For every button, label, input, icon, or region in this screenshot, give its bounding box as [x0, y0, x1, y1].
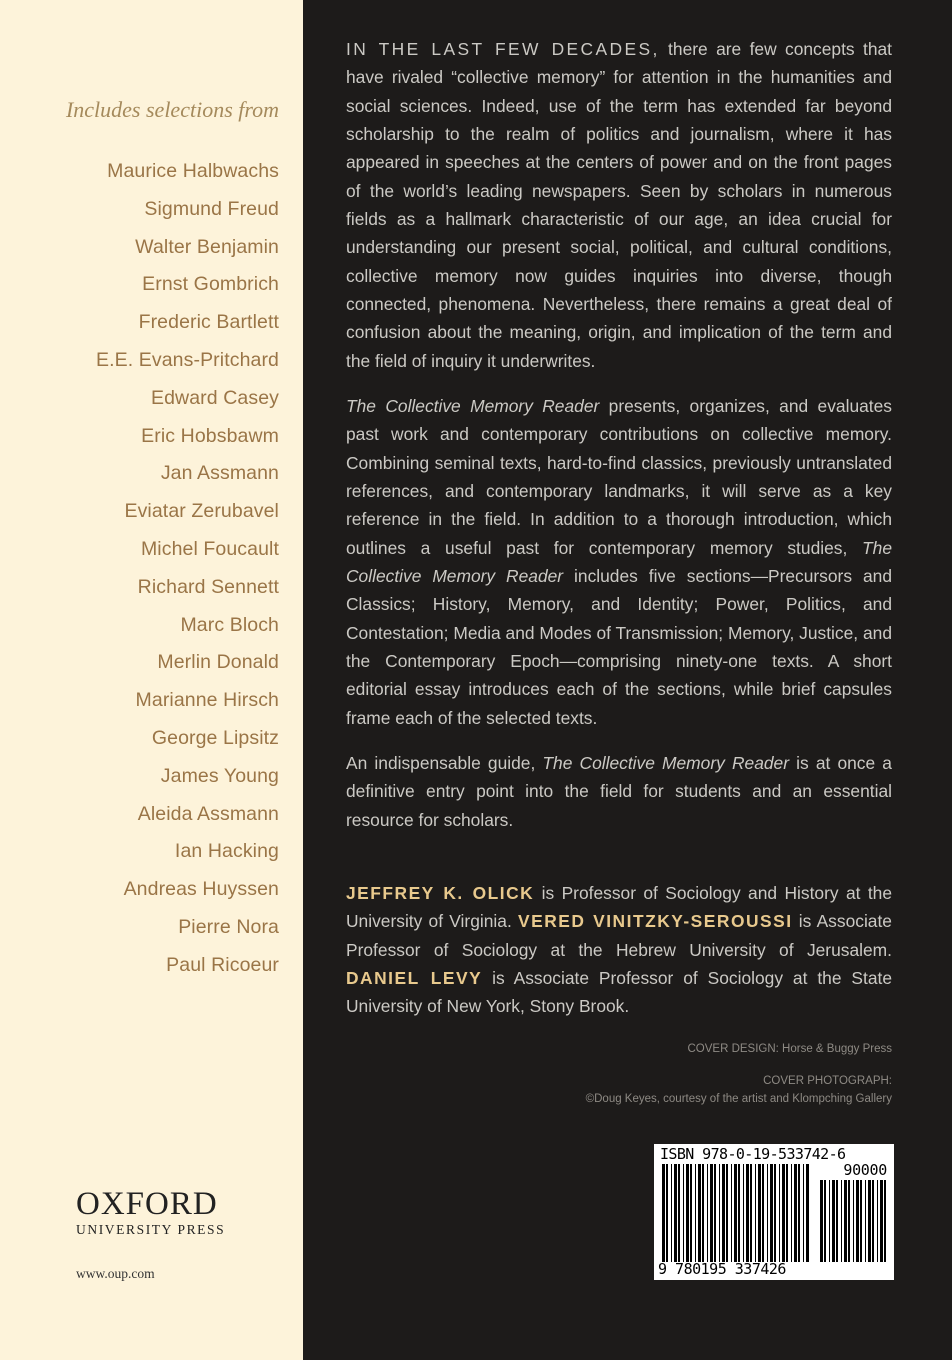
barcode-bar [666, 1164, 668, 1262]
book-title: The Collective Memory Reader [542, 753, 789, 773]
barcode-bar [779, 1164, 780, 1262]
author-list-item: Richard Sennett [137, 575, 279, 598]
barcode-bar [860, 1180, 862, 1262]
bio-text: is Professor of Sociology and History at the University of Virginia. [346, 883, 893, 932]
barcode-bar [722, 1164, 725, 1262]
paragraph-text: includes five sections—Precursors and Classics; History, Memory, and Identity; Power, Politics, and Contestation; Media and Modes of Transmission; Memory, Justice, and the Contemporary Epoch—comprising ninety-one texts. A short editorial essay introduces each of the sections, while brief capsules frame each of the selected texts. [346, 566, 892, 728]
description-paragraph-1 [346, 35, 892, 375]
barcode-bar [832, 1180, 835, 1262]
author-list-item: Marc Bloch [180, 613, 279, 636]
paragraph-text: there are few concepts that have rivaled “collective memory” for attention in the humanities and social sciences. Indeed, use of the term has extended far beyond scholarship to the realm of politics and journalism, where it has appeared in speeches at the centers of power and on the front pages of the world’s leading newspapers. Seen by scholars in numerous fields as a hallmark characteristic of our age, an idea crucial for understanding our present social, political, and cultural conditions, collective memory now guides inquiries into diverse, though connected, phenomena. Nevertheless, there remains a great deal of confusion about the meaning, origin, and implication of the term and the field of inquiry it underwrites. [346, 39, 893, 371]
author-list-item: Eric Hobsbawm [141, 424, 279, 447]
barcode-bar [678, 1164, 680, 1262]
barcode-bar [750, 1164, 752, 1262]
author-list-item: George Lipsitz [151, 726, 279, 749]
includes-heading: Includes selections from [65, 97, 279, 122]
author-list-item: Frederic Bartlett [138, 311, 279, 334]
barcode-bar [714, 1164, 716, 1262]
description-paragraph-2 [346, 392, 892, 732]
barcode-bar [877, 1180, 878, 1262]
barcode-bar [738, 1164, 740, 1262]
barcode-bar [767, 1164, 768, 1262]
author-list-item: Andreas Huyssen [123, 878, 279, 901]
bio-text: is Associate Professor of Sociology at the State University of New York, Stony Brook. [346, 968, 892, 1017]
barcode-bar [743, 1164, 744, 1262]
author-list-item: Paul Ricoeur [166, 953, 279, 976]
photo-credit-text: ©Doug Keyes, courtesy of the artist and Klompching Gallery [585, 1093, 892, 1105]
barcode-bar [786, 1164, 788, 1262]
bio-author-name: JEFFREY K. OLICK [346, 883, 535, 903]
barcode-bar [726, 1164, 728, 1262]
barcode-bar [841, 1180, 842, 1262]
lead-in: IN THE LAST FEW DECADES, [346, 39, 660, 59]
author-list-item: Marianne Hirsch [135, 689, 279, 712]
author-list-item: Jan Assmann [160, 462, 279, 485]
barcode-bar [710, 1164, 713, 1262]
barcode-bar [734, 1164, 737, 1262]
barcode-bar [836, 1180, 838, 1262]
author-list-item: Ian Hacking [174, 840, 279, 863]
barcode-bar [746, 1164, 749, 1262]
barcode-bar [719, 1164, 720, 1262]
barcode-bar [844, 1180, 847, 1262]
paragraph-text: presents, organizes, and evaluates past work and contemporary contributions on collective memory. Combining seminal texts, hard-to-find classics, previously untranslated references, and contemporary landmarks, it will serve as a key reference in the field. In addition to a thorough introduction, which outlines a useful past for contemporary memory studies, [346, 396, 892, 558]
barcode-bar [686, 1164, 689, 1262]
author-list-item: Michel Foucault [140, 537, 279, 560]
barcode-bars [660, 1164, 810, 1262]
barcode-bar [820, 1180, 823, 1262]
cover-photo-credit [586, 1072, 892, 1108]
barcode-bar [803, 1164, 804, 1262]
barcode-bar [674, 1164, 677, 1262]
barcode-bar [671, 1164, 672, 1262]
author-list-item: Edward Casey [150, 386, 279, 409]
barcode-bar [770, 1164, 773, 1262]
publisher-subtitle: UNIVERSITY PRESS [76, 1222, 226, 1237]
barcode-bar [731, 1164, 732, 1262]
book-title: The Collective Memory Reader [346, 537, 892, 587]
barcode-bar [690, 1164, 692, 1262]
paragraph-text: An indispensable guide, [346, 753, 543, 773]
bio-text: is Associate Professor of Sociology at the Hebrew University of Jerusalem. [346, 911, 892, 960]
barcode-bar [782, 1164, 785, 1262]
barcode-bar [868, 1180, 871, 1262]
barcode-bar [798, 1164, 800, 1262]
book-title: The Collective Memory Reader [346, 396, 600, 416]
barcode-bar [856, 1180, 859, 1262]
barcode-bar [884, 1180, 886, 1262]
bio-author-name: DANIEL LEVY [346, 968, 483, 989]
author-list-item: Maurice Halbwachs [107, 160, 279, 182]
publisher-logo [76, 1186, 225, 1238]
barcode-bar [791, 1164, 792, 1262]
author-list-item: Eviatar Zerubavel [124, 500, 279, 523]
description-paragraph-3 [346, 749, 892, 834]
bio-author-name: VERED VINITZKY-SEROUSSI [518, 911, 793, 932]
author-list-item: Merlin Donald [157, 651, 279, 674]
barcode-bar [662, 1164, 665, 1262]
author-list-item: James Young [160, 764, 279, 787]
price-code: 90000 [843, 1161, 887, 1179]
barcode-bar [865, 1180, 866, 1262]
author-list-item: Aleida Assmann [137, 802, 279, 825]
publisher-name: OXFORD [76, 1186, 218, 1222]
publisher-website: www.oup.com [76, 1266, 155, 1281]
barcode-addon-bars [818, 1180, 888, 1262]
author-sidebar [0, 0, 303, 1360]
author-list-item: Ernst Gombrich [142, 273, 279, 296]
barcode-bar [702, 1164, 704, 1262]
barcode-bar [695, 1164, 696, 1262]
author-list [96, 153, 279, 985]
author-list-item: Sigmund Freud [144, 197, 279, 220]
author-list-item: Pierre Nora [178, 915, 279, 938]
isbn-number: ISBN 978-0-19-533742-6 [660, 1145, 846, 1163]
photo-credit-label: COVER PHOTOGRAPH: [763, 1075, 892, 1087]
barcode-bar [880, 1180, 883, 1262]
barcode-bar [698, 1164, 701, 1262]
barcode-bar [762, 1164, 764, 1262]
barcode-bar [755, 1164, 756, 1262]
barcode-bar [758, 1164, 761, 1262]
paragraph-text: is at once a definitive entry point into the field for students and an essential resource for scholars. [346, 753, 892, 830]
cover-design-credit: COVER DESIGN: Horse & Buggy Press [687, 1043, 892, 1055]
isbn-barcode [654, 1144, 894, 1280]
barcode-bar [774, 1164, 776, 1262]
barcode-bar [853, 1180, 854, 1262]
barcode-bar [829, 1180, 830, 1262]
barcode-bar [683, 1164, 684, 1262]
barcode-bar [794, 1164, 797, 1262]
barcode-bar [707, 1164, 708, 1262]
author-bios [346, 879, 892, 1021]
author-list-item: E.E. Evans-Pritchard [96, 348, 279, 371]
barcode-bar [806, 1164, 809, 1262]
barcode-bar [824, 1180, 826, 1262]
barcode-bar [872, 1180, 874, 1262]
barcode-bar [848, 1180, 850, 1262]
author-list-item: Walter Benjamin [135, 235, 279, 258]
barcode-digits: 9 780195 337426 [658, 1260, 786, 1278]
